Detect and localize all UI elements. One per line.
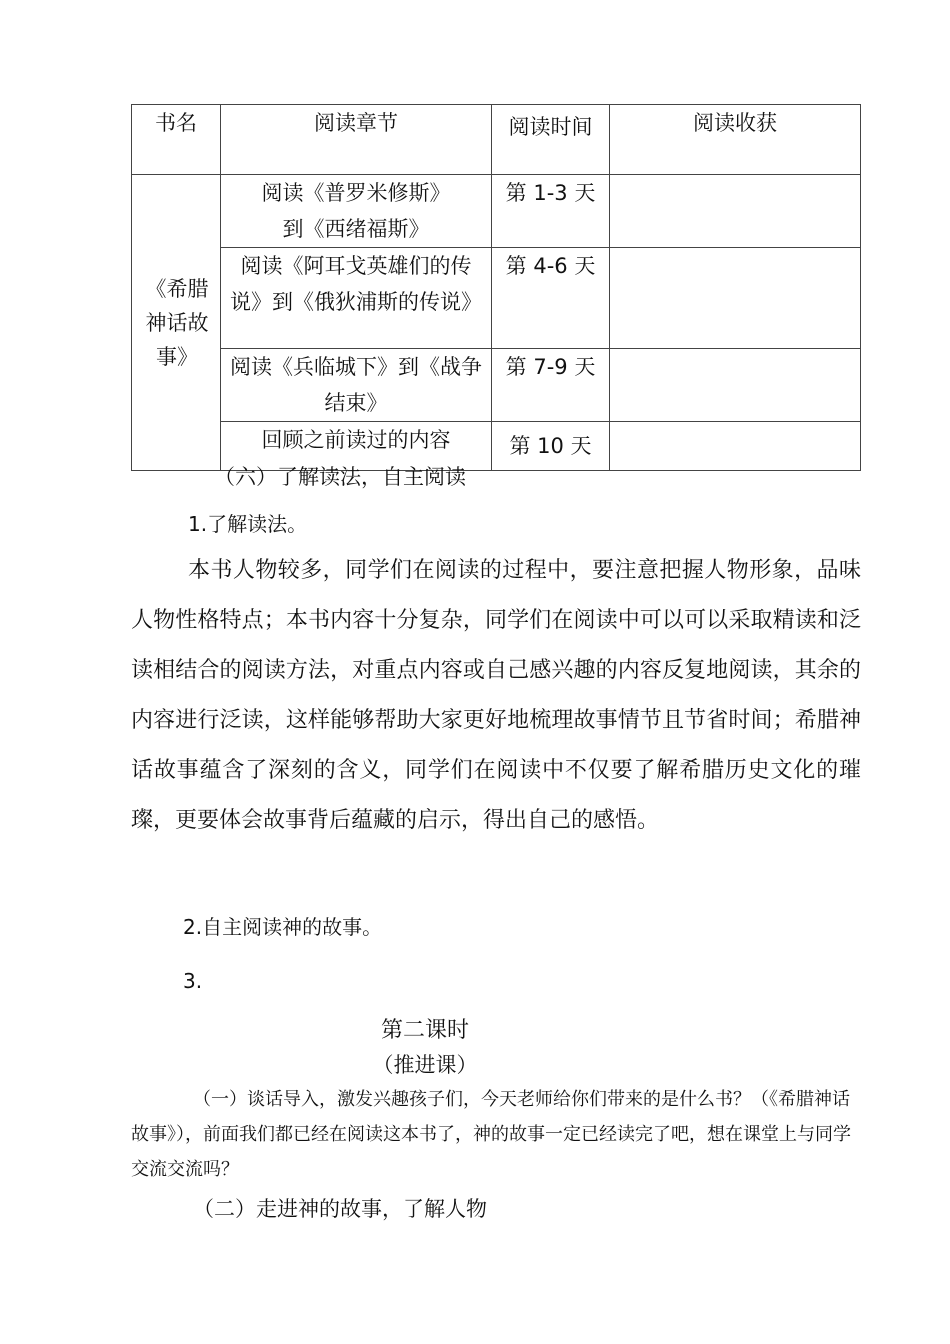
time-cell: 第 4-6 天: [492, 248, 610, 349]
time-cell: 第 7-9 天: [492, 349, 610, 422]
chapter-cell: 阅读《兵临城下》到《战争结束》: [221, 349, 492, 422]
header-chapter: 阅读章节: [221, 105, 492, 175]
chapter-cell: 阅读《阿耳戈英雄们的传说》到《俄狄浦斯的传说》: [221, 248, 492, 349]
harvest-cell: [610, 349, 861, 422]
intro-paragraph: （一）谈话导入，激发兴趣孩子们，今天老师给你们带来的是什么书？（《希腊神话故事》），前面我们都已经在阅读这本书了，神的故事一定已经读完了吧，想在课堂上与同学交流交流吗？: [131, 1089, 851, 1180]
section2-heading: （二）走进神的故事，了解人物: [193, 1197, 487, 1221]
header-time: 阅读时间: [492, 105, 610, 175]
table-header-row: [132, 105, 861, 175]
item-2: 2.自主阅读神的故事。: [183, 915, 383, 939]
harvest-cell: [610, 248, 861, 349]
chapter-cell: 回顾之前读过的内容: [221, 422, 492, 471]
harvest-cell: [610, 422, 861, 471]
section6-heading: （六）了解读法，自主阅读: [214, 465, 466, 489]
time-cell: 第 1-3 天: [492, 175, 610, 248]
book-title-cell: [132, 175, 221, 471]
lesson-title: 第二课时: [380, 1018, 469, 1043]
table-row: [132, 175, 861, 248]
chapter-cell: 阅读《普罗米修斯》到《西绪福斯》: [221, 175, 492, 248]
item-1: 1.了解读法。: [188, 512, 308, 536]
lesson-subtitle: （推进课）: [372, 1053, 478, 1077]
reading-method-paragraph: 本书人物较多，同学们在阅读的过程中，要注意把握人物形象，品味人物性格特点；本书内容十分复杂，同学们在阅读中可以可以采取精读和泛读相结合的阅读方法，对重点内容或自己感兴趣的内容反复地阅读，其余的内容进行泛读，这样能够帮助大家更好地梳理故事情节且节省时间；希腊神话故事蕴含了深刻的含义，同学们在阅读中不仅要了解希腊历史文化的璀璨，更要体会故事背后蕴藏的启示，得出自己的感悟。: [131, 558, 861, 833]
harvest-cell: [610, 175, 861, 248]
reading-plan-table: [131, 104, 861, 471]
header-harvest: 阅读收获: [610, 105, 861, 175]
table-row: [132, 349, 861, 422]
time-cell: 第 10 天: [492, 422, 610, 471]
item-3: 3.: [183, 969, 203, 993]
book-title: 《希腊神话故事》: [145, 276, 209, 369]
header-book: 书名: [132, 105, 221, 175]
table-row: [132, 248, 861, 349]
